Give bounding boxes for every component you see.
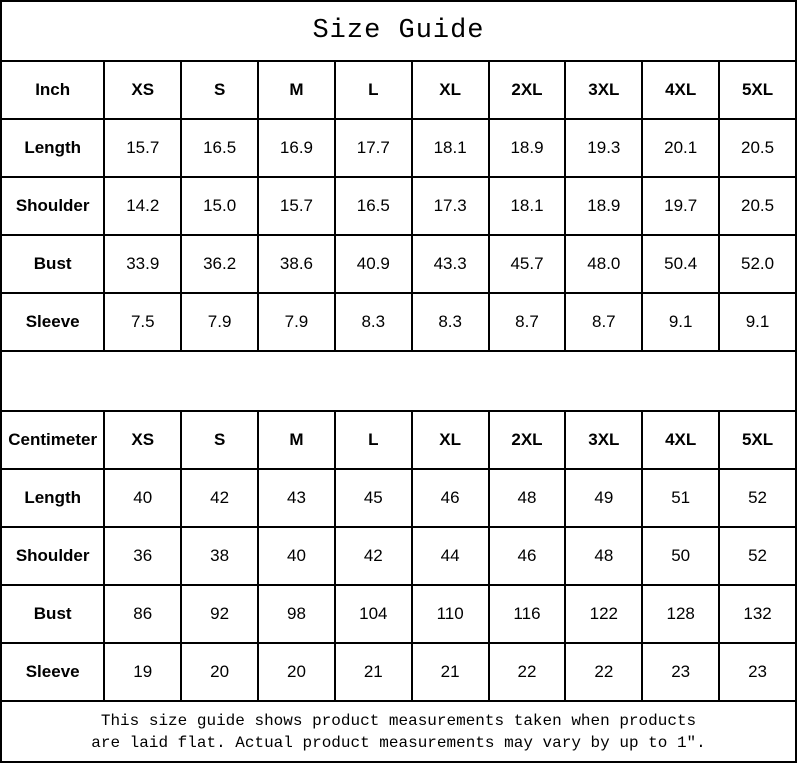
size-header-cell: L [335,61,412,119]
inch-size-table [0,60,797,352]
footer-line-1: This size guide shows product measurements taken when products [100,711,697,730]
measurement-cell: 46 [412,469,489,527]
row-label-cell: Shoulder [1,527,104,585]
measurement-cell: 23 [719,643,796,701]
measurement-cell: 7.9 [181,293,258,351]
measurement-cell: 15.7 [258,177,335,235]
page-title: Size Guide [312,16,485,46]
measurement-row [1,177,796,235]
measurement-cell: 43 [258,469,335,527]
row-label-cell: Sleeve [1,643,104,701]
measurement-cell: 22 [489,643,566,701]
measurement-cell: 132 [719,585,796,643]
measurement-row [1,235,796,293]
measurement-cell: 20.1 [642,119,719,177]
size-header-cell: M [258,411,335,469]
measurement-cell: 18.9 [565,177,642,235]
measurement-cell: 16.9 [258,119,335,177]
measurement-cell: 20 [258,643,335,701]
size-header-cell: S [181,411,258,469]
measurement-cell: 20.5 [719,119,796,177]
measurement-cell: 9.1 [642,293,719,351]
size-header-cell: 5XL [719,411,796,469]
measurement-cell: 9.1 [719,293,796,351]
measurement-cell: 16.5 [335,177,412,235]
measurement-cell: 33.9 [104,235,181,293]
measurement-cell: 122 [565,585,642,643]
measurement-cell: 50 [642,527,719,585]
size-header-cell: 3XL [565,411,642,469]
measurement-cell: 50.4 [642,235,719,293]
measurement-cell: 98 [258,585,335,643]
measurement-cell: 44 [412,527,489,585]
size-header-cell: XL [412,411,489,469]
size-header-cell: XS [104,61,181,119]
measurement-cell: 45.7 [489,235,566,293]
measurement-cell: 40 [258,527,335,585]
measurement-cell: 86 [104,585,181,643]
unit-label-cell: Inch [1,61,104,119]
row-label-cell: Bust [1,585,104,643]
measurement-cell: 92 [181,585,258,643]
row-label-cell: Length [1,119,104,177]
measurement-cell: 116 [489,585,566,643]
row-label-cell: Length [1,469,104,527]
measurement-cell: 7.9 [258,293,335,351]
measurement-row [1,469,796,527]
measurement-cell: 46 [489,527,566,585]
measurement-cell: 45 [335,469,412,527]
measurement-cell: 52.0 [719,235,796,293]
measurement-cell: 43.3 [412,235,489,293]
measurement-cell: 14.2 [104,177,181,235]
measurement-cell: 17.7 [335,119,412,177]
measurement-row [1,119,796,177]
measurement-cell: 38.6 [258,235,335,293]
measurement-row [1,643,796,701]
size-header-cell: 2XL [489,411,566,469]
size-header-cell: 2XL [489,61,566,119]
measurement-cell: 23 [642,643,719,701]
footer-note [0,702,797,763]
row-label-cell: Sleeve [1,293,104,351]
measurement-cell: 18.9 [489,119,566,177]
measurement-cell: 16.5 [181,119,258,177]
measurement-cell: 38 [181,527,258,585]
size-header-cell: 5XL [719,61,796,119]
row-label-cell: Bust [1,235,104,293]
size-header-row [1,61,796,119]
measurement-cell: 22 [565,643,642,701]
size-header-cell: 4XL [642,411,719,469]
measurement-cell: 49 [565,469,642,527]
size-header-cell: L [335,411,412,469]
size-header-cell: 4XL [642,61,719,119]
measurement-cell: 51 [642,469,719,527]
measurement-cell: 110 [412,585,489,643]
measurement-cell: 21 [335,643,412,701]
measurement-cell: 7.5 [104,293,181,351]
measurement-cell: 19.7 [642,177,719,235]
measurement-cell: 8.3 [335,293,412,351]
measurement-cell: 18.1 [489,177,566,235]
measurement-cell: 52 [719,469,796,527]
measurement-cell: 20 [181,643,258,701]
measurement-cell: 104 [335,585,412,643]
size-header-row [1,411,796,469]
measurement-cell: 42 [181,469,258,527]
measurement-cell: 15.0 [181,177,258,235]
title-bar [0,0,797,60]
measurement-cell: 36 [104,527,181,585]
measurement-cell: 17.3 [412,177,489,235]
measurement-cell: 42 [335,527,412,585]
measurement-cell: 8.3 [412,293,489,351]
measurement-cell: 20.5 [719,177,796,235]
unit-label-cell: Centimeter [1,411,104,469]
measurement-cell: 52 [719,527,796,585]
size-header-cell: XS [104,411,181,469]
measurement-cell: 36.2 [181,235,258,293]
measurement-cell: 8.7 [489,293,566,351]
spacer-row [0,352,797,410]
measurement-cell: 48.0 [565,235,642,293]
size-header-cell: 3XL [565,61,642,119]
measurement-cell: 48 [565,527,642,585]
measurement-cell: 15.7 [104,119,181,177]
measurement-cell: 21 [412,643,489,701]
measurement-cell: 128 [642,585,719,643]
size-header-cell: S [181,61,258,119]
measurement-row [1,527,796,585]
measurement-cell: 40.9 [335,235,412,293]
measurement-cell: 19.3 [565,119,642,177]
row-label-cell: Shoulder [1,177,104,235]
measurement-cell: 18.1 [412,119,489,177]
footer-line-2: are laid flat. Actual product measurements may vary by up to 1″. [91,733,706,752]
measurement-cell: 48 [489,469,566,527]
measurement-cell: 8.7 [565,293,642,351]
size-header-cell: M [258,61,335,119]
centimeter-size-table [0,410,797,702]
measurement-row [1,293,796,351]
measurement-row [1,585,796,643]
measurement-cell: 40 [104,469,181,527]
size-header-cell: XL [412,61,489,119]
measurement-cell: 19 [104,643,181,701]
